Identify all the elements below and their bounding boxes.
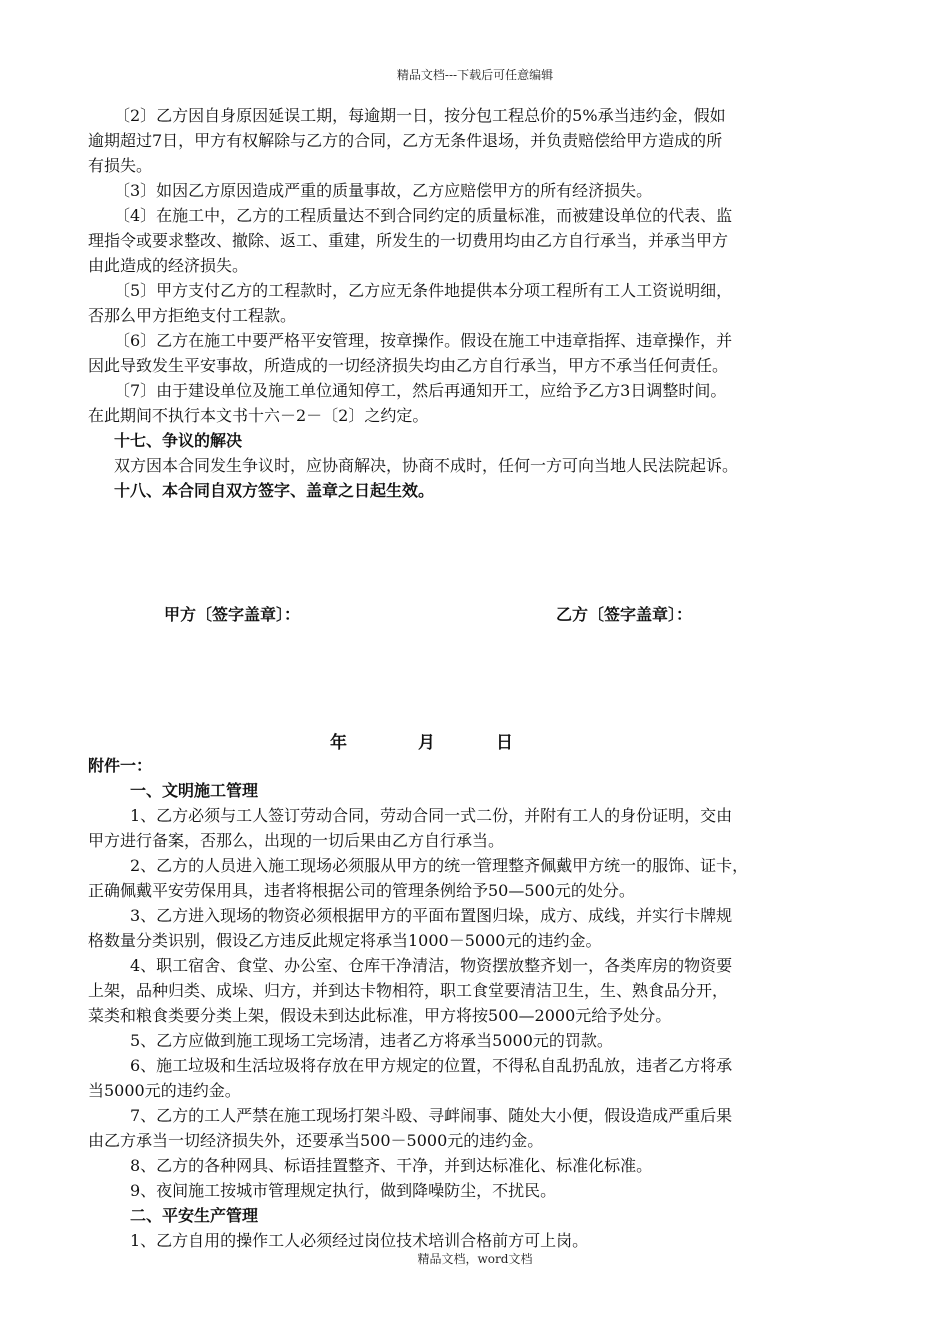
paragraph-line: 5、乙方应做到施工现场工完场清，违者乙方将承当5000元的罚款。 bbox=[130, 1031, 613, 1050]
paragraph-line: 上架，品种归类、成垛、归方，并到达卡物相符，职工食堂要清洁卫生，生、熟食品分开， bbox=[88, 981, 729, 1000]
paragraph-line: 逾期超过7日，甲方有权解除与乙方的合同，乙方无条件退场，并负责赔偿给甲方造成的所 bbox=[88, 131, 723, 150]
paragraph-line: 双方因本合同发生争议时，应协商解决，协商不成时，任何一方可向当地人民法院起诉。 bbox=[114, 456, 739, 475]
paragraph-line: 9、夜间施工按城市管理规定执行，做到降噪防尘，不扰民。 bbox=[130, 1181, 557, 1200]
paragraph-line: 〔3〕如因乙方原因造成严重的质量事故，乙方应赔偿甲方的所有经济损失。 bbox=[114, 181, 653, 200]
page-header: 精品文档---下载后可任意编辑 bbox=[396, 68, 554, 82]
paragraph-line: 因此导致发生平安事故，所造成的一切经济损失均由乙方自行承当，甲方不承当任何责任。 bbox=[88, 356, 729, 375]
section-heading: 一、文明施工管理 bbox=[130, 781, 259, 800]
paragraph-line: 有损失。 bbox=[88, 156, 153, 175]
paragraph-line: 理指令或要求整改、撤除、返工、重建，所发生的一切费用均由乙方自行承当，并承当甲方 bbox=[88, 231, 729, 250]
paragraph-line: 〔6〕乙方在施工中要严格平安管理，按章操作。假设在施工中违章指挥、违章操作，并 bbox=[114, 331, 733, 350]
date-year: 年 bbox=[330, 733, 347, 753]
paragraph-line: 4、职工宿舍、食堂、办公室、仓库干净清洁，物资摆放整齐划一，各类库房的物资要 bbox=[130, 956, 733, 975]
paragraph-line: 当5000元的违约金。 bbox=[88, 1081, 241, 1100]
annex-section bbox=[88, 753, 872, 1253]
paragraph-line: 菜类和粮食类要分类上架，假设未到达此标准，甲方将按500—2000元给予处分。 bbox=[88, 1006, 672, 1025]
paragraph-line: 否那么甲方拒绝支付工程款。 bbox=[88, 306, 297, 325]
paragraph-line: 7、乙方的工人严禁在施工现场打架斗殴、寻衅闹事、随处大小便，假设造成严重后果 bbox=[130, 1106, 733, 1125]
paragraph-line: 1、乙方自用的操作工人必须经过岗位技术培训合格前方可上岗。 bbox=[130, 1231, 589, 1250]
paragraph-line: 2、乙方的人员进入施工现场必须服从甲方的统一管理整齐佩戴甲方统一的服饰、证卡， bbox=[130, 856, 749, 875]
party-a-signature-label: 甲方〔签字盖章〕： bbox=[164, 605, 301, 624]
paragraph-line: 甲方进行备案，否那么，出现的一切后果由乙方自行承当。 bbox=[88, 831, 505, 850]
paragraph-line: 正确佩戴平安劳保用具，违者将根据公司的管理条例给予50—500元的处分。 bbox=[88, 881, 635, 900]
paragraph-line: 1、乙方必须与工人签订劳动合同，劳动合同一式二份，并附有工人的身份证明，交由 bbox=[130, 806, 733, 825]
paragraph-line: 〔4〕在施工中，乙方的工程质量达不到合同约定的质量标准，而被建设单位的代表、监 bbox=[114, 206, 733, 225]
paragraph-line: 8、乙方的各种网具、标语挂置整齐、干净，并到达标准化、标准化标准。 bbox=[130, 1156, 653, 1175]
paragraph-line: 〔7〕由于建设单位及施工单位通知停工，然后再通知开工，应给予乙方3日调整时间。 bbox=[114, 381, 727, 400]
signature-date bbox=[330, 728, 513, 753]
paragraph-line: 由此造成的经济损失。 bbox=[88, 256, 249, 275]
section-heading: 二、平安生产管理 bbox=[130, 1206, 259, 1225]
section-heading: 十七、争议的解决 bbox=[114, 431, 243, 450]
annex-title: 附件一： bbox=[88, 756, 153, 775]
paragraph-line: 由乙方承当一切经济损失外，还要承当500－5000元的违约金。 bbox=[88, 1131, 544, 1150]
paragraph-line: 在此期间不执行本文书十六－2－〔2〕之约定。 bbox=[88, 406, 429, 425]
paragraph-line: 〔2〕乙方因自身原因延误工期，每逾期一日，按分包工程总价的5%承当违约金，假如 bbox=[114, 106, 726, 125]
paragraph-line: 格数量分类识别，假设乙方违反此规定将承当1000－5000元的违约金。 bbox=[88, 931, 602, 950]
contract-body bbox=[88, 103, 872, 503]
paragraph-line: 〔5〕甲方支付乙方的工程款时，乙方应无条件地提供本分项工程所有工人工资说明细， bbox=[114, 281, 733, 300]
paragraph-line: 6、施工垃圾和生活垃圾将存放在甲方规定的位置，不得私自乱扔乱放，违者乙方将承 bbox=[130, 1056, 733, 1075]
party-b-signature-label: 乙方〔签字盖章〕： bbox=[556, 605, 693, 624]
page-footer: 精品文档，word文档 bbox=[417, 1252, 533, 1266]
date-day: 日 bbox=[496, 733, 513, 753]
date-month: 月 bbox=[418, 733, 435, 753]
paragraph-line: 3、乙方进入现场的物资必须根据甲方的平面布置图归垛，成方、成线，并实行卡牌规 bbox=[130, 906, 733, 925]
section-heading: 十八、本合同自双方签字、盖章之日起生效。 bbox=[114, 481, 435, 500]
